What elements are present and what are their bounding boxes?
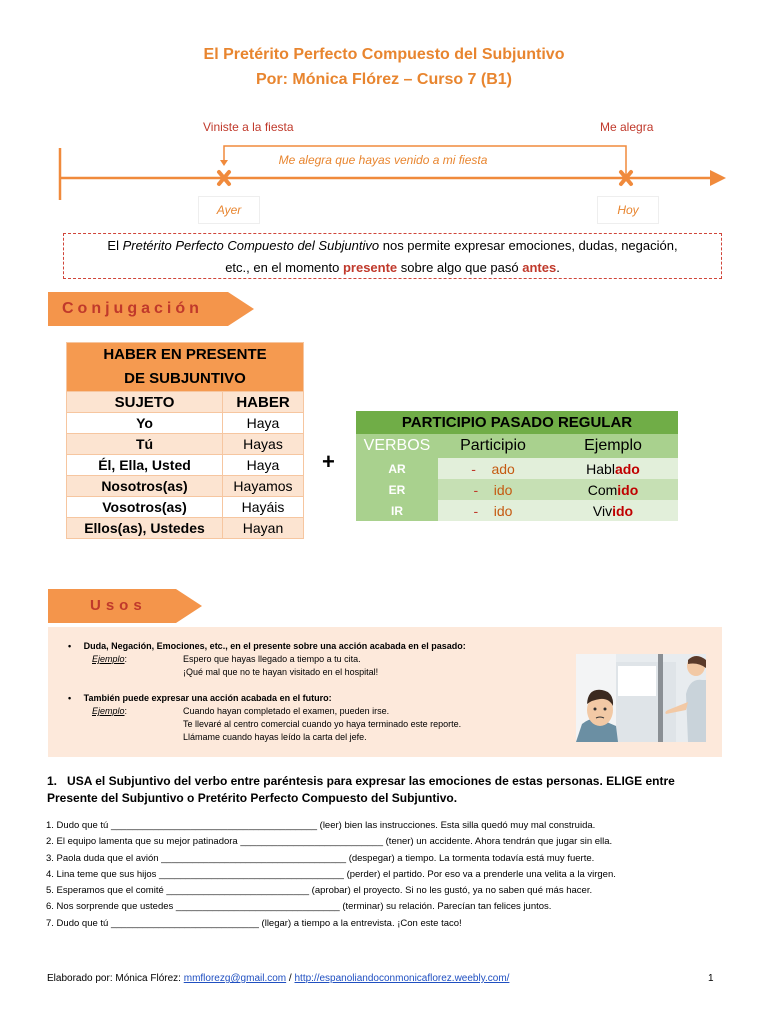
exercise-item: 5. Esperamos que el comité ___________________________ (aprobar) el proyecto. Si no les gustó, ya no saben qué más hacer.: [46, 885, 593, 897]
intro-text: nos permite expresar emociones, dudas, negación,: [379, 238, 678, 253]
usos-bullet-1-text: Duda, Negación, Emociones, etc., en el presente sobre una acción acabada en el pasado:: [83, 641, 466, 651]
intro-antes: antes: [522, 260, 557, 275]
haber-col-haber: HABER: [223, 392, 304, 413]
ejemplo-colon: :: [124, 706, 128, 716]
timeline-left-event: Viniste a la fiesta: [203, 120, 294, 134]
ending: ado: [491, 460, 515, 477]
table-cell: [548, 479, 678, 500]
section-conjugacion: Conjugación: [62, 300, 203, 317]
table-cell: Hayan: [223, 518, 304, 539]
timeline-diagram: [50, 140, 740, 200]
footer-email-link[interactable]: mmflorezg@gmail.com: [183, 973, 287, 984]
example-text: ¡Qué mal que no te hayan visitado en el hospital!: [183, 667, 379, 677]
usos-bullet-2-text: También puede expresar una acción acabada en el futuro:: [83, 693, 332, 703]
ayer-label: Ayer: [198, 196, 260, 224]
usos-example-2: [68, 705, 558, 744]
section-usos: Usos: [90, 597, 147, 614]
table-cell: Nosotros(as): [67, 476, 223, 497]
exercise-instructions: [47, 773, 737, 807]
intro-text: El: [107, 238, 123, 253]
intro-box: [63, 233, 722, 279]
table-cell: IR: [356, 500, 438, 521]
dash: -: [471, 460, 476, 477]
ejemplo-label: Ejemplo: [92, 654, 125, 664]
stem: Viv: [592, 502, 613, 519]
ending: ido: [493, 481, 513, 498]
exercise-item: 1. Dudo que tú _______________________________________ (leer) bien las instrucciones. Esta silla quedó muy mal construida.: [46, 820, 596, 831]
haber-table: [66, 342, 304, 539]
table-cell: Hayáis: [223, 497, 304, 518]
table-cell: ER: [356, 479, 438, 500]
stem: Habl: [586, 460, 615, 477]
intro-text: sobre algo que pasó: [397, 260, 523, 275]
stem: Com: [587, 481, 618, 498]
footer-separator: /: [286, 973, 295, 984]
dash: -: [473, 502, 479, 519]
footer-credit: Elaborado por: Mónica Flórez:: [47, 973, 184, 984]
ejemplo-label: Ejemplo: [92, 706, 125, 716]
illustration-image: [576, 654, 706, 742]
plus-sign: +: [322, 449, 335, 474]
timeline-sentence: Me alegra que hayas venido a mi fiesta: [278, 153, 488, 167]
exercise-line1: USA el Subjuntivo del verbo entre paréntesis para expresar las emociones de estas personas. ELIGE entre: [67, 774, 675, 788]
intro-presente: presente: [342, 260, 398, 275]
table-cell: AR: [356, 458, 438, 479]
table-cell: Él, Ella, Usted: [67, 455, 223, 476]
page-number: 1: [708, 973, 714, 984]
suffix: ido: [617, 481, 639, 498]
usos-bullet-2: • También puede expresar una acción acabada en el futuro:: [68, 693, 332, 703]
usos-example-1: [68, 653, 558, 679]
haber-col-sujeto: SUJETO: [67, 392, 223, 413]
haber-title-line2: DE SUBJUNTIVO: [124, 370, 246, 387]
page-subtitle: Por: Mónica Flórez – Curso 7 (B1): [255, 71, 513, 88]
suffix: ido: [612, 502, 634, 519]
suffix: ado: [614, 460, 640, 477]
table-cell: Tú: [67, 434, 223, 455]
exercise-item: 7. Dudo que tú ____________________________ (llegar) a tiempo a la entrevista. ¡Con este taco!: [46, 917, 462, 929]
example-text: Llámame cuando hayas leído la carta del jefe.: [183, 732, 367, 742]
table-cell: [438, 458, 548, 479]
exercise-number: 1.: [47, 774, 58, 788]
ejemplo-colon: :: [124, 654, 128, 664]
usos-content: [68, 640, 558, 744]
exercise-item: 3. Paola duda que el avión ___________________________________ (despegar) a tiempo. La tormenta todavía está muy fuerte.: [46, 852, 595, 864]
intro-text: .: [556, 260, 560, 275]
intro-term: Pretérito Perfecto Compuesto del Subjuntivo: [122, 238, 380, 253]
usos-bullet-1: • Duda, Negación, Emociones, etc., en el presente sobre una acción acabada en el pasado:: [68, 641, 466, 651]
hoy-label: Hoy: [597, 196, 659, 224]
footer: [47, 973, 509, 984]
table-cell: Vosotros(as): [67, 497, 223, 518]
intro-text: etc., en el momento: [225, 260, 343, 275]
table-cell: Hayas: [223, 434, 304, 455]
participio-col-ejemplo: Ejemplo: [584, 437, 642, 454]
haber-table-title: [67, 343, 304, 392]
timeline-arrowhead: [710, 170, 726, 186]
footer-url-link[interactable]: http://espanoliandoconmonicaflorez.weebly.com/: [294, 973, 510, 984]
example-text: Te llevaré al centro comercial cuando yo haya terminado este reporte.: [183, 719, 462, 729]
example-text: Cuando hayan completado el examen, pueden irse.: [183, 706, 390, 716]
table-cell: [548, 500, 678, 521]
table-cell: [438, 479, 548, 500]
table-cell: Ellos(as), Ustedes: [67, 518, 223, 539]
table-cell: Haya: [223, 413, 304, 434]
ending: ido: [493, 502, 513, 519]
dash: -: [473, 481, 479, 498]
timeline-right-event: Me alegra: [600, 120, 654, 134]
exercise-line2: Presente del Subjuntivo o Pretérito Perfecto Compuesto del Subjuntivo.: [47, 791, 458, 805]
exercise-list: [46, 818, 736, 932]
participio-table-title: PARTICIPIO PASADO REGULAR: [356, 411, 678, 434]
table-cell: Haya: [223, 455, 304, 476]
table-cell: [438, 500, 548, 521]
participio-col-verbos: VERBOS: [363, 437, 431, 454]
table-cell: Hayamos: [223, 476, 304, 497]
table-cell: [548, 458, 678, 479]
table-cell: Yo: [67, 413, 223, 434]
haber-title-line1: HABER EN PRESENTE: [103, 346, 267, 363]
exercise-item: 2. El equipo lamenta que su mejor patinadora ___________________________ (tener) un accidente. Ahora tendrán que jugar sin ella.: [46, 836, 613, 848]
example-text: Espero que hayas llegado a tiempo a tu cita.: [183, 654, 361, 664]
exercise-item: 4. Lina teme que sus hijos ___________________________________ (perder) el partido. Por eso va a prenderle una velita a la virgen.: [46, 868, 616, 880]
exercise-item: 6. Nos sorprende que ustedes _______________________________ (terminar) su relación. Parecían tan felices juntos.: [46, 901, 552, 913]
participio-table: [356, 411, 678, 521]
page-title: El Pretérito Perfecto Compuesto del Subjuntivo: [203, 46, 565, 63]
participio-col-participio: Participio: [460, 437, 526, 454]
